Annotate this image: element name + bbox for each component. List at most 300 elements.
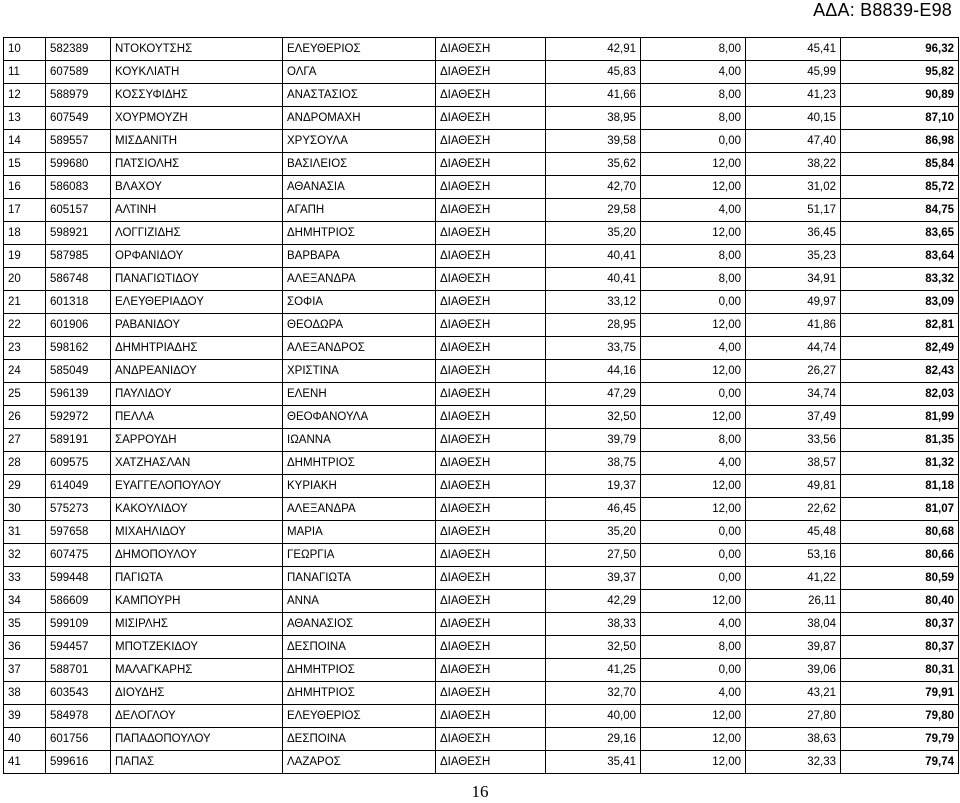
rank-cell: 33 bbox=[4, 567, 46, 590]
table-row bbox=[4, 406, 959, 429]
score-c-cell: 37,49 bbox=[746, 406, 841, 429]
table-body bbox=[4, 38, 959, 774]
rank-cell: 36 bbox=[4, 636, 46, 659]
registry-number-cell: 607589 bbox=[46, 61, 111, 84]
surname-cell: ΕΥΑΓΓΕΛΟΠΟΥΛΟΥ bbox=[111, 475, 283, 498]
status-cell: ΔΙΑΘΕΣΗ bbox=[436, 728, 546, 751]
table-row bbox=[4, 751, 959, 774]
total-score-cell: 87,10 bbox=[841, 107, 959, 130]
surname-cell: ΔΙΟΥΔΗΣ bbox=[111, 682, 283, 705]
score-b-cell: 8,00 bbox=[641, 429, 746, 452]
first-name-cell: ΒΑΣΙΛΕΙΟΣ bbox=[283, 153, 436, 176]
score-b-cell: 12,00 bbox=[641, 222, 746, 245]
table-row bbox=[4, 429, 959, 452]
score-c-cell: 31,02 bbox=[746, 176, 841, 199]
score-a-cell: 19,37 bbox=[546, 475, 641, 498]
score-a-cell: 27,50 bbox=[546, 544, 641, 567]
surname-cell: ΚΟΥΚΛΙΑΤΗ bbox=[111, 61, 283, 84]
status-cell: ΔΙΑΘΕΣΗ bbox=[436, 61, 546, 84]
registry-number-cell: 601906 bbox=[46, 314, 111, 337]
status-cell: ΔΙΑΘΕΣΗ bbox=[436, 360, 546, 383]
total-score-cell: 81,07 bbox=[841, 498, 959, 521]
table-row bbox=[4, 452, 959, 475]
score-b-cell: 4,00 bbox=[641, 199, 746, 222]
status-cell: ΔΙΑΘΕΣΗ bbox=[436, 682, 546, 705]
score-c-cell: 41,23 bbox=[746, 84, 841, 107]
ada-code: ΑΔΑ: Β8839-Ε98 bbox=[813, 0, 952, 20]
score-b-cell: 0,00 bbox=[641, 659, 746, 682]
surname-cell: ΠΕΛΛΑ bbox=[111, 406, 283, 429]
surname-cell: ΔΗΜΟΠΟΥΛΟΥ bbox=[111, 544, 283, 567]
score-a-cell: 35,41 bbox=[546, 751, 641, 774]
surname-cell: ΜΑΛΑΓΚΑΡΗΣ bbox=[111, 659, 283, 682]
score-c-cell: 53,16 bbox=[746, 544, 841, 567]
table-row bbox=[4, 107, 959, 130]
score-c-cell: 36,45 bbox=[746, 222, 841, 245]
score-a-cell: 29,58 bbox=[546, 199, 641, 222]
registry-number-cell: 598162 bbox=[46, 337, 111, 360]
status-cell: ΔΙΑΘΕΣΗ bbox=[436, 199, 546, 222]
status-cell: ΔΙΑΘΕΣΗ bbox=[436, 84, 546, 107]
first-name-cell: ΑΛΕΞΑΝΔΡΟΣ bbox=[283, 337, 436, 360]
total-score-cell: 80,37 bbox=[841, 613, 959, 636]
total-score-cell: 79,79 bbox=[841, 728, 959, 751]
first-name-cell: ΑΘΑΝΑΣΙΟΣ bbox=[283, 613, 436, 636]
score-a-cell: 39,58 bbox=[546, 130, 641, 153]
registry-number-cell: 601756 bbox=[46, 728, 111, 751]
rank-cell: 31 bbox=[4, 521, 46, 544]
total-score-cell: 80,59 bbox=[841, 567, 959, 590]
table-row bbox=[4, 130, 959, 153]
registry-number-cell: 607475 bbox=[46, 544, 111, 567]
score-a-cell: 35,20 bbox=[546, 521, 641, 544]
surname-cell: ΚΟΣΣΥΦΙΔΗΣ bbox=[111, 84, 283, 107]
first-name-cell: ΔΕΣΠΟΙΝΑ bbox=[283, 636, 436, 659]
rank-cell: 25 bbox=[4, 383, 46, 406]
status-cell: ΔΙΑΘΕΣΗ bbox=[436, 107, 546, 130]
score-b-cell: 12,00 bbox=[641, 153, 746, 176]
score-c-cell: 51,17 bbox=[746, 199, 841, 222]
surname-cell: ΑΝΔΡΕΑΝΙΔΟΥ bbox=[111, 360, 283, 383]
total-score-cell: 83,09 bbox=[841, 291, 959, 314]
score-a-cell: 33,12 bbox=[546, 291, 641, 314]
registry-number-cell: 588701 bbox=[46, 659, 111, 682]
table-row bbox=[4, 636, 959, 659]
table-row bbox=[4, 475, 959, 498]
surname-cell: ΠΑΥΛΙΔΟΥ bbox=[111, 383, 283, 406]
total-score-cell: 84,75 bbox=[841, 199, 959, 222]
total-score-cell: 82,43 bbox=[841, 360, 959, 383]
score-b-cell: 12,00 bbox=[641, 705, 746, 728]
score-b-cell: 8,00 bbox=[641, 84, 746, 107]
surname-cell: ΒΛΑΧΟΥ bbox=[111, 176, 283, 199]
table-row bbox=[4, 705, 959, 728]
status-cell: ΔΙΑΘΕΣΗ bbox=[436, 452, 546, 475]
total-score-cell: 81,32 bbox=[841, 452, 959, 475]
registry-number-cell: 597658 bbox=[46, 521, 111, 544]
registry-number-cell: 599680 bbox=[46, 153, 111, 176]
registry-number-cell: 589191 bbox=[46, 429, 111, 452]
table-row bbox=[4, 61, 959, 84]
surname-cell: ΠΑΠΑΣ bbox=[111, 751, 283, 774]
first-name-cell: ΠΑΝΑΓΙΩΤΑ bbox=[283, 567, 436, 590]
total-score-cell: 79,80 bbox=[841, 705, 959, 728]
table-row bbox=[4, 498, 959, 521]
score-a-cell: 39,37 bbox=[546, 567, 641, 590]
surname-cell: ΧΑΤΖΗΑΣΛΑΝ bbox=[111, 452, 283, 475]
rank-cell: 41 bbox=[4, 751, 46, 774]
score-a-cell: 39,79 bbox=[546, 429, 641, 452]
first-name-cell: ΕΛΕΝΗ bbox=[283, 383, 436, 406]
rank-cell: 14 bbox=[4, 130, 46, 153]
registry-number-cell: 605157 bbox=[46, 199, 111, 222]
score-c-cell: 38,57 bbox=[746, 452, 841, 475]
rank-cell: 34 bbox=[4, 590, 46, 613]
rank-cell: 10 bbox=[4, 38, 46, 61]
rank-cell: 23 bbox=[4, 337, 46, 360]
first-name-cell: ΙΩΑΝΝΑ bbox=[283, 429, 436, 452]
registry-number-cell: 594457 bbox=[46, 636, 111, 659]
status-cell: ΔΙΑΘΕΣΗ bbox=[436, 429, 546, 452]
score-c-cell: 26,27 bbox=[746, 360, 841, 383]
score-c-cell: 43,21 bbox=[746, 682, 841, 705]
surname-cell: ΠΑΤΣΙΟΛΗΣ bbox=[111, 153, 283, 176]
score-c-cell: 38,04 bbox=[746, 613, 841, 636]
first-name-cell: ΒΑΡΒΑΡΑ bbox=[283, 245, 436, 268]
table-row bbox=[4, 682, 959, 705]
score-c-cell: 40,15 bbox=[746, 107, 841, 130]
first-name-cell: ΔΗΜΗΤΡΙΟΣ bbox=[283, 682, 436, 705]
first-name-cell: ΚΥΡΙΑΚΗ bbox=[283, 475, 436, 498]
score-a-cell: 42,29 bbox=[546, 590, 641, 613]
status-cell: ΔΙΑΘΕΣΗ bbox=[436, 337, 546, 360]
rank-cell: 11 bbox=[4, 61, 46, 84]
first-name-cell: ΘΕΟΔΩΡΑ bbox=[283, 314, 436, 337]
score-b-cell: 8,00 bbox=[641, 268, 746, 291]
registry-number-cell: 614049 bbox=[46, 475, 111, 498]
status-cell: ΔΙΑΘΕΣΗ bbox=[436, 291, 546, 314]
first-name-cell: ΑΛΕΞΑΝΔΡΑ bbox=[283, 268, 436, 291]
score-c-cell: 45,48 bbox=[746, 521, 841, 544]
status-cell: ΔΙΑΘΕΣΗ bbox=[436, 751, 546, 774]
first-name-cell: ΔΗΜΗΤΡΙΟΣ bbox=[283, 659, 436, 682]
score-a-cell: 42,70 bbox=[546, 176, 641, 199]
registry-number-cell: 586083 bbox=[46, 176, 111, 199]
score-b-cell: 4,00 bbox=[641, 337, 746, 360]
score-c-cell: 41,22 bbox=[746, 567, 841, 590]
surname-cell: ΑΛΤΙΝΗ bbox=[111, 199, 283, 222]
surname-cell: ΔΗΜΗΤΡΙΑΔΗΣ bbox=[111, 337, 283, 360]
table-row bbox=[4, 291, 959, 314]
rank-cell: 35 bbox=[4, 613, 46, 636]
status-cell: ΔΙΑΘΕΣΗ bbox=[436, 475, 546, 498]
first-name-cell: ΜΑΡΙΑ bbox=[283, 521, 436, 544]
table-row bbox=[4, 245, 959, 268]
status-cell: ΔΙΑΘΕΣΗ bbox=[436, 153, 546, 176]
rank-cell: 27 bbox=[4, 429, 46, 452]
rank-cell: 24 bbox=[4, 360, 46, 383]
score-b-cell: 4,00 bbox=[641, 682, 746, 705]
first-name-cell: ΑΛΕΞΑΝΔΡΑ bbox=[283, 498, 436, 521]
score-b-cell: 0,00 bbox=[641, 544, 746, 567]
registry-number-cell: 609575 bbox=[46, 452, 111, 475]
status-cell: ΔΙΑΘΕΣΗ bbox=[436, 314, 546, 337]
first-name-cell: ΔΗΜΗΤΡΙΟΣ bbox=[283, 452, 436, 475]
score-a-cell: 38,33 bbox=[546, 613, 641, 636]
status-cell: ΔΙΑΘΕΣΗ bbox=[436, 659, 546, 682]
score-b-cell: 8,00 bbox=[641, 636, 746, 659]
score-b-cell: 12,00 bbox=[641, 751, 746, 774]
registry-number-cell: 582389 bbox=[46, 38, 111, 61]
status-cell: ΔΙΑΘΕΣΗ bbox=[436, 705, 546, 728]
score-b-cell: 12,00 bbox=[641, 590, 746, 613]
score-c-cell: 34,91 bbox=[746, 268, 841, 291]
total-score-cell: 85,72 bbox=[841, 176, 959, 199]
score-b-cell: 8,00 bbox=[641, 245, 746, 268]
first-name-cell: ΕΛΕΥΘΕΡΙΟΣ bbox=[283, 705, 436, 728]
score-a-cell: 29,16 bbox=[546, 728, 641, 751]
score-b-cell: 0,00 bbox=[641, 521, 746, 544]
table-row bbox=[4, 176, 959, 199]
rank-cell: 30 bbox=[4, 498, 46, 521]
surname-cell: ΛΟΓΓΙΖΙΔΗΣ bbox=[111, 222, 283, 245]
score-a-cell: 40,41 bbox=[546, 268, 641, 291]
total-score-cell: 82,49 bbox=[841, 337, 959, 360]
score-c-cell: 34,74 bbox=[746, 383, 841, 406]
rank-cell: 38 bbox=[4, 682, 46, 705]
first-name-cell: ΑΝΔΡΟΜΑΧΗ bbox=[283, 107, 436, 130]
score-c-cell: 38,63 bbox=[746, 728, 841, 751]
score-a-cell: 46,45 bbox=[546, 498, 641, 521]
table-row bbox=[4, 728, 959, 751]
surname-cell: ΕΛΕΥΘΕΡΙΑΔΟΥ bbox=[111, 291, 283, 314]
first-name-cell: ΣΟΦΙΑ bbox=[283, 291, 436, 314]
score-a-cell: 40,41 bbox=[546, 245, 641, 268]
table-row bbox=[4, 153, 959, 176]
surname-cell: ΠΑΝΑΓΙΩΤΙΔΟΥ bbox=[111, 268, 283, 291]
status-cell: ΔΙΑΘΕΣΗ bbox=[436, 176, 546, 199]
status-cell: ΔΙΑΘΕΣΗ bbox=[436, 383, 546, 406]
rank-cell: 22 bbox=[4, 314, 46, 337]
rank-cell: 37 bbox=[4, 659, 46, 682]
first-name-cell: ΑΘΑΝΑΣΙΑ bbox=[283, 176, 436, 199]
score-a-cell: 45,83 bbox=[546, 61, 641, 84]
score-a-cell: 38,75 bbox=[546, 452, 641, 475]
first-name-cell: ΧΡΥΣΟΥΛΑ bbox=[283, 130, 436, 153]
first-name-cell: ΔΗΜΗΤΡΙΟΣ bbox=[283, 222, 436, 245]
registry-number-cell: 598921 bbox=[46, 222, 111, 245]
status-cell: ΔΙΑΘΕΣΗ bbox=[436, 222, 546, 245]
registry-number-cell: 599616 bbox=[46, 751, 111, 774]
table-row bbox=[4, 314, 959, 337]
score-b-cell: 12,00 bbox=[641, 360, 746, 383]
table-row bbox=[4, 613, 959, 636]
score-a-cell: 42,91 bbox=[546, 38, 641, 61]
first-name-cell: ΟΛΓΑ bbox=[283, 61, 436, 84]
score-c-cell: 26,11 bbox=[746, 590, 841, 613]
table-row bbox=[4, 38, 959, 61]
first-name-cell: ΕΛΕΥΘΕΡΙΟΣ bbox=[283, 38, 436, 61]
score-a-cell: 38,95 bbox=[546, 107, 641, 130]
score-a-cell: 41,66 bbox=[546, 84, 641, 107]
total-score-cell: 85,84 bbox=[841, 153, 959, 176]
rank-cell: 17 bbox=[4, 199, 46, 222]
first-name-cell: ΑΝΝΑ bbox=[283, 590, 436, 613]
registry-number-cell: 603543 bbox=[46, 682, 111, 705]
surname-cell: ΠΑΠΑΔΟΠΟΥΛΟΥ bbox=[111, 728, 283, 751]
rank-cell: 19 bbox=[4, 245, 46, 268]
total-score-cell: 80,31 bbox=[841, 659, 959, 682]
surname-cell: ΧΟΥΡΜΟΥΖΗ bbox=[111, 107, 283, 130]
registry-number-cell: 607549 bbox=[46, 107, 111, 130]
table-row bbox=[4, 84, 959, 107]
first-name-cell: ΘΕΟΦΑΝΟΥΛΑ bbox=[283, 406, 436, 429]
score-a-cell: 35,62 bbox=[546, 153, 641, 176]
score-a-cell: 32,50 bbox=[546, 406, 641, 429]
table-row bbox=[4, 590, 959, 613]
rank-cell: 16 bbox=[4, 176, 46, 199]
status-cell: ΔΙΑΘΕΣΗ bbox=[436, 567, 546, 590]
status-cell: ΔΙΑΘΕΣΗ bbox=[436, 245, 546, 268]
surname-cell: ΚΑΜΠΟΥΡΗ bbox=[111, 590, 283, 613]
total-score-cell: 80,66 bbox=[841, 544, 959, 567]
score-b-cell: 8,00 bbox=[641, 38, 746, 61]
rank-cell: 29 bbox=[4, 475, 46, 498]
total-score-cell: 83,64 bbox=[841, 245, 959, 268]
table-row bbox=[4, 268, 959, 291]
score-b-cell: 0,00 bbox=[641, 383, 746, 406]
score-a-cell: 41,25 bbox=[546, 659, 641, 682]
score-c-cell: 39,06 bbox=[746, 659, 841, 682]
score-b-cell: 4,00 bbox=[641, 61, 746, 84]
total-score-cell: 80,37 bbox=[841, 636, 959, 659]
score-c-cell: 44,74 bbox=[746, 337, 841, 360]
table-row bbox=[4, 199, 959, 222]
rank-cell: 13 bbox=[4, 107, 46, 130]
status-cell: ΔΙΑΘΕΣΗ bbox=[436, 130, 546, 153]
table-row bbox=[4, 222, 959, 245]
first-name-cell: ΛΑΖΑΡΟΣ bbox=[283, 751, 436, 774]
registry-number-cell: 575273 bbox=[46, 498, 111, 521]
rank-cell: 20 bbox=[4, 268, 46, 291]
table-row bbox=[4, 521, 959, 544]
rank-cell: 40 bbox=[4, 728, 46, 751]
surname-cell: ΠΑΓΙΩΤΑ bbox=[111, 567, 283, 590]
score-b-cell: 4,00 bbox=[641, 452, 746, 475]
total-score-cell: 95,82 bbox=[841, 61, 959, 84]
status-cell: ΔΙΑΘΕΣΗ bbox=[436, 544, 546, 567]
score-c-cell: 27,80 bbox=[746, 705, 841, 728]
status-cell: ΔΙΑΘΕΣΗ bbox=[436, 590, 546, 613]
registry-number-cell: 585049 bbox=[46, 360, 111, 383]
status-cell: ΔΙΑΘΕΣΗ bbox=[436, 406, 546, 429]
score-a-cell: 33,75 bbox=[546, 337, 641, 360]
table-row bbox=[4, 337, 959, 360]
registry-number-cell: 601318 bbox=[46, 291, 111, 314]
surname-cell: ΜΙΣΔΑΝΙΤΗ bbox=[111, 130, 283, 153]
table-row bbox=[4, 383, 959, 406]
score-c-cell: 33,56 bbox=[746, 429, 841, 452]
score-b-cell: 4,00 bbox=[641, 613, 746, 636]
total-score-cell: 86,98 bbox=[841, 130, 959, 153]
score-b-cell: 0,00 bbox=[641, 567, 746, 590]
registry-number-cell: 596139 bbox=[46, 383, 111, 406]
registry-number-cell: 599109 bbox=[46, 613, 111, 636]
score-a-cell: 32,70 bbox=[546, 682, 641, 705]
surname-cell: ΝΤΟΚΟΥΤΣΗΣ bbox=[111, 38, 283, 61]
score-b-cell: 12,00 bbox=[641, 406, 746, 429]
total-score-cell: 81,99 bbox=[841, 406, 959, 429]
surname-cell: ΜΠΟΤΖΕΚΙΔΟΥ bbox=[111, 636, 283, 659]
score-b-cell: 8,00 bbox=[641, 107, 746, 130]
score-c-cell: 38,22 bbox=[746, 153, 841, 176]
status-cell: ΔΙΑΘΕΣΗ bbox=[436, 636, 546, 659]
rank-cell: 15 bbox=[4, 153, 46, 176]
surname-cell: ΚΑΚΟΥΛΙΔΟΥ bbox=[111, 498, 283, 521]
score-b-cell: 12,00 bbox=[641, 314, 746, 337]
registry-number-cell: 584978 bbox=[46, 705, 111, 728]
status-cell: ΔΙΑΘΕΣΗ bbox=[436, 498, 546, 521]
table-row bbox=[4, 659, 959, 682]
score-c-cell: 47,40 bbox=[746, 130, 841, 153]
total-score-cell: 90,89 bbox=[841, 84, 959, 107]
first-name-cell: ΑΓΑΠΗ bbox=[283, 199, 436, 222]
rank-cell: 21 bbox=[4, 291, 46, 314]
table-row bbox=[4, 544, 959, 567]
score-c-cell: 39,87 bbox=[746, 636, 841, 659]
score-c-cell: 35,23 bbox=[746, 245, 841, 268]
surname-cell: ΣΑΡΡΟΥΔΗ bbox=[111, 429, 283, 452]
score-c-cell: 22,62 bbox=[746, 498, 841, 521]
first-name-cell: ΔΕΣΠΟΙΝΑ bbox=[283, 728, 436, 751]
score-b-cell: 0,00 bbox=[641, 291, 746, 314]
status-cell: ΔΙΑΘΕΣΗ bbox=[436, 521, 546, 544]
score-b-cell: 12,00 bbox=[641, 176, 746, 199]
score-c-cell: 45,99 bbox=[746, 61, 841, 84]
rank-cell: 18 bbox=[4, 222, 46, 245]
status-cell: ΔΙΑΘΕΣΗ bbox=[436, 613, 546, 636]
surname-cell: ΔΕΛΟΓΛΟΥ bbox=[111, 705, 283, 728]
rank-cell: 39 bbox=[4, 705, 46, 728]
score-c-cell: 41,86 bbox=[746, 314, 841, 337]
first-name-cell: ΓΕΩΡΓΙΑ bbox=[283, 544, 436, 567]
score-c-cell: 49,81 bbox=[746, 475, 841, 498]
registry-number-cell: 586609 bbox=[46, 590, 111, 613]
score-c-cell: 49,97 bbox=[746, 291, 841, 314]
score-a-cell: 28,95 bbox=[546, 314, 641, 337]
total-score-cell: 80,40 bbox=[841, 590, 959, 613]
score-a-cell: 47,29 bbox=[546, 383, 641, 406]
total-score-cell: 81,18 bbox=[841, 475, 959, 498]
total-score-cell: 79,74 bbox=[841, 751, 959, 774]
registry-number-cell: 587985 bbox=[46, 245, 111, 268]
score-c-cell: 45,41 bbox=[746, 38, 841, 61]
score-a-cell: 40,00 bbox=[546, 705, 641, 728]
score-b-cell: 12,00 bbox=[641, 728, 746, 751]
surname-cell: ΜΙΧΑΗΛΙΔΟΥ bbox=[111, 521, 283, 544]
table-row bbox=[4, 567, 959, 590]
registry-number-cell: 592972 bbox=[46, 406, 111, 429]
page-number: 16 bbox=[471, 782, 489, 801]
status-cell: ΔΙΑΘΕΣΗ bbox=[436, 38, 546, 61]
total-score-cell: 81,35 bbox=[841, 429, 959, 452]
first-name-cell: ΑΝΑΣΤΑΣΙΟΣ bbox=[283, 84, 436, 107]
total-score-cell: 96,32 bbox=[841, 38, 959, 61]
surname-cell: ΟΡΦΑΝΙΔΟΥ bbox=[111, 245, 283, 268]
ranking-table bbox=[3, 37, 959, 774]
status-cell: ΔΙΑΘΕΣΗ bbox=[436, 268, 546, 291]
total-score-cell: 79,91 bbox=[841, 682, 959, 705]
